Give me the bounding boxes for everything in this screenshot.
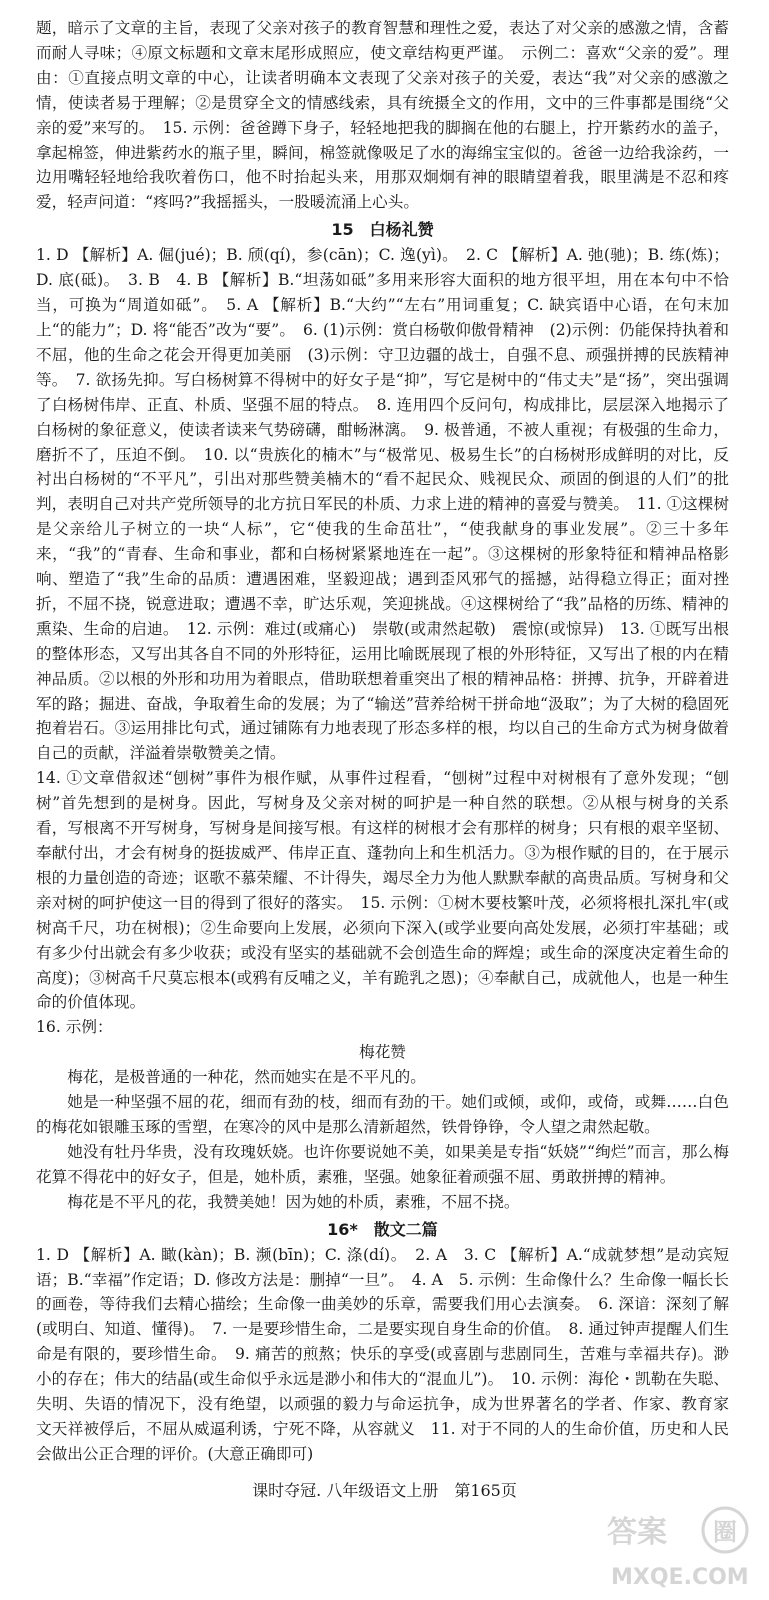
- page-footer: 课时夺冠. 八年级语文上册 第165页: [252, 1481, 517, 1500]
- svg-text:MXQE.COM: MXQE.COM: [611, 1565, 749, 1590]
- section-15-title: 15 白杨礼赞: [331, 220, 434, 240]
- watermark-logo: [601, 1500, 751, 1596]
- svg-text:答案: 答案: [607, 1515, 667, 1550]
- section-15-q14-answer: 14. ①文章借叙述“刨树”事件为根作赋，从事件过程看，“刨树”过程中对树根有了意外发现；“刨树”首先想到的是树身。因此，写树身及父亲对树的呵护是一种自然的联想。②从根与树身的关系看，写根离不开写树身，写树身是间接写根。有这样的树根才会有那样的树身；只有根的艰辛坚韧、奉献付出，才会有树身的挺拔威严、伟岸正直、蓬勃向上和生机活力。③为根作赋的目的，在于展示根的力量创造的奇迹；讴歌不慕荣耀、不计得失，竭尽全力为他人默默奉献的高贵品质。写树身和父亲对树的呵护使这一目的得到了很好的落实。 15. 示例：①树木要枝繁叶茂，必须将根扎深扎牢(或树高千尺，功在树根)；②生命要向上发展，必须向下深入(或学业要向高处发展，必须打牢基础；或有多少付出就会有多少收获；或没有坚实的基础就不会创造生命的辉煌；或生命的深度决定着生命的高度)；③树高千尺莫忘根本(或鸦有反哺之义，羊有跪乳之恩)；④奉献自己，成就他人，也是一种生命的价值体现。: [36, 769, 729, 1012]
- section-15-answers: 1. D 【解析】A. 倔(jué)；B. 颀(qí)，参(cān)；C. 逸(yì)。 2. C 【解析】A. 弛(驰)；B. 练(炼)；D. 底(砥)。 3. B 4. B 【解析】B.“坦荡如砥”多用来形容大面积的地方很平坦，用在本句中不恰当，可换为“周道如砥”。 5. A 【解析】B.“大约”“左右”用词重复；C. 缺宾语中心语，在句末加上“的能力”；D. 将“能否”改为“要”。 6. (1)示例：赏白杨敬仰傲骨精神 (2)示例：仍能保持执着和不屈，他的生命之花会开得更加美丽 (3)示例：守卫边疆的战士，自强不息、顽强拼搏的民族精神等。 7. 欲扬先抑。写白杨树算不得树中的好女子是“抑”，写它是树中的“伟丈夫”是“扬”，突出强调了白杨树伟岸、正直、朴质、坚强不屈的特点。 8. 连用四个反问句，构成排比，层层深入地揭示了白杨树的象征意义，使读者读来气势磅礴，酣畅淋漓。 9. 极普通，不被人重视；有极强的生命力，磨折不了，压迫不倒。 10. 以“贵族化的楠木”与“极常见、极易生长”的白杨树形成鲜明的对比，反衬出白杨树的“不平凡”，引出对那些赞美楠木的“看不起民众、贱视民众、顽固的倒退的人们”的批判，表明自己对共产党所领导的北方抗日军民的朴质、力求上进的精神的喜爱与赞美。 11. ①这棵树是父亲给儿子树立的一块“人标”，它“使我的生命茁壮”，“使我献身的事业发展”。②三十多年来，“我”的“青春、生命和事业，都和白杨树紧紧地连在一起”。③这棵树的形象特征和精神品格影响、塑造了“我”生命的品质：遭遇困难，坚毅迎战；遇到歪风邪气的摇撼，站得稳立得正；面对挫折，不屈不挠，锐意进取；遭遇不幸，旷达乐观，笑迎挑战。④这棵树给了“我”品格的历练、精神的熏染、生命的启迪。 12. 示例：难过(或痛心) 崇敬(或肃然起敬) 震惊(或惊异) 13. ①既写出根的整体形态，又写出其各自不同的外形特征，运用比喻既展现了根的外形特征，又写出了根的内在精神品质。②以根的外形和功用为着眼点，借助联想着重突出了根的精神品格：拼搏、抗争，开辟着进军的路；掘进、奋战，争取着生命的发展；为了“输送”营养给树干拼命地“汲取”；为了大树的稳固死抱着岩石。③运用排比句式，通过铺陈有力地表现了形态多样的根，均以自己的生命方式为树身做着自己的贡献，洋溢着崇敬赞美之情。: [36, 246, 729, 763]
- poem-paragraph: 梅花，是极普通的一种花，然而她实在是不平凡的。: [67, 1068, 426, 1087]
- poem-paragraph: 她没有牡丹华贵，没有玫瑰妖娆。也许你要说她不美，如果美是专指“妖娆”“绚烂”而言，那么梅花算不得花中的好女子，但是，她朴质，素雅，坚强。她象征着顽强不屈、勇敢拼搏的精神。: [36, 1142, 729, 1186]
- poem-paragraph: 梅花是不平凡的花，我赞美她！因为她的朴质，素雅，不屈不挠。: [67, 1192, 520, 1211]
- section-15-q16-label: 16. 示例：: [36, 1018, 113, 1037]
- section-16-title: 16* 散文二篇: [327, 1219, 438, 1239]
- section-16-answers: 1. D 【解析】A. 瞰(kàn)；B. 濒(bīn)；C. 涤(dí)。 2. A 3. C 【解析】A.“成就梦想”是动宾短语；B.“幸福”作定语；D. 修改方法是：删掉“一旦”。 4. A 5. 示例：生命像什么？生命像一幅长长的画卷，等待我们去精心描绘；生命像一曲美妙的乐章，需要我们用心去演奏。 6. 深谙：深刻了解(或明白、知道、懂得)。 7. 一是要珍惜生命，二是要实现自身生命的价值。 8. 通过钟声提醒人们生命是有限的，要珍惜生命。 9. 痛苦的煎熬；快乐的享受(或喜剧与悲剧同生，苦难与幸福共存)。渺小的存在；伟大的结晶(或生命似乎永远是渺小和伟大的“混血儿”)。 10. 示例：海伦・凯勒在失聪、失明、失语的情况下，没有绝望，以顽强的毅力与命运抗争，成为世界著名的学者、作家、教育家 文天祥被俘后，不屈从威逼利诱，宁死不降，从容就义 11. 对于不同的人的生命价值，历史和人民会做出公正合理的评价。(大意正确即可): [36, 1245, 745, 1463]
- poem-title: 梅花赞: [359, 1043, 406, 1062]
- continuation-text: 题，暗示了文章的主旨，表现了父亲对孩子的教育智慧和理性之爱，表达了对父亲的感激之情，含蓄而耐人寻味；④原文标题和文章末尾形成照应，使文章结构更严谨。 示例二：喜欢“父亲的爱”。理由：①直接点明文章的中心，让读者明确本文表现了父亲对孩子的关爱，表达“我”对父亲的感激之情，使读者易于理解；②是贯穿全文的情感线索，具有统摄全文的作用，文中的三件事都是围绕“父亲的爱”来写的。 15. 示例：爸爸蹲下身子，轻轻地把我的脚搁在他的右腿上，拧开紫药水的盖子，拿起棉签，伸进紫药水的瓶子里，瞬间，棉签就像吸足了水的海绵宝宝似的。爸爸一边给我涂药，一边用嘴轻轻地给我吹着伤口，他不时抬起头来，用那双炯炯有神的眼睛望着我，眼里满是不忍和疼爱，轻声问道：“疼吗?”我摇摇头，一股暖流涌上心头。: [36, 19, 729, 212]
- svg-text:圈: 圈: [713, 1518, 737, 1546]
- poem-paragraph: 她是一种坚强不屈的花，细而有劲的枝，细而有劲的干。她们或倾，或仰，或倚，或舞……白色的梅花如银雕玉琢的雪塑，在寒冷的风中是那么清新超然，铁骨铮铮，令人望之肃然起敬。: [36, 1093, 729, 1136]
